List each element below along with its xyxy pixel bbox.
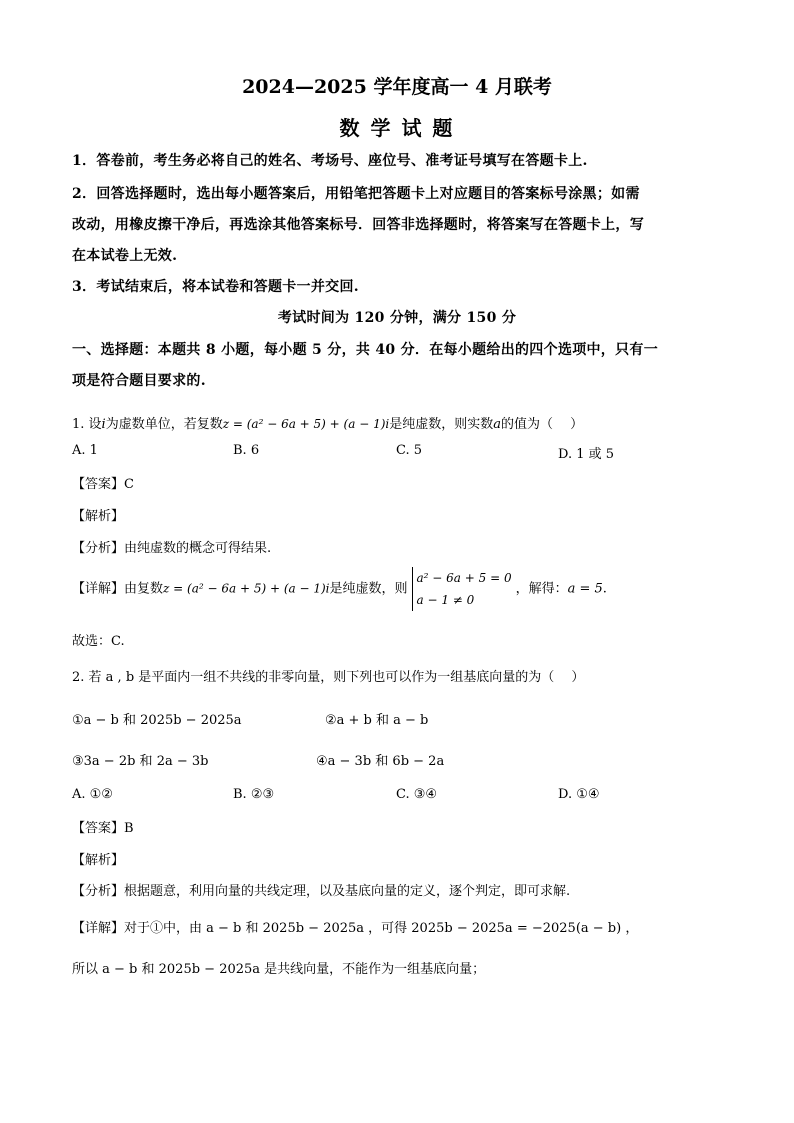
notice-1: 1．答卷前，考生务必将自己的姓名、考场号、座位号、准考证号填写在答题卡上. [72, 153, 588, 169]
notice-2: 2．回答选择题时，选出每小题答案后，用铅笔把答题卡上对应题目的答案标号涂黑；如需 [72, 186, 640, 202]
q2-item-2: ②a + b 和 a − b [325, 713, 429, 728]
q2-item-4: ④a − 3b 和 6b − 2a [316, 754, 445, 769]
section-heading: 一、选择题：本题共 8 小题，每小题 5 分，共 40 分．在每小题给出的四个选项中，只有一 [72, 342, 659, 358]
q1-z-expression: z = (a² − 6a + 5) + (a − 1)i [222, 417, 390, 431]
notice-2-cont: 改动，用橡皮擦干净后，再选涂其他答案标号．回答非选择题时，将答案写在答题卡上，写 [72, 217, 644, 233]
q1-fenxi: 【分析】由纯虚数的概念可得结果. [72, 541, 272, 556]
q2-detail-1: 【详解】对于①中，由 a − b 和 2025b − 2025a ，可得 2025b − 2025a = −2025(a − b) ， [72, 921, 639, 936]
q1-detail: 【详解】由复数z = (a² − 6a + 5) + (a − 1)i是纯虚数，则 a² − 6a + 5 = 0 a − 1 ≠ 0 ，解得：a = 5. [72, 567, 607, 611]
notice-3: 3．考试结束后，将本试卷和答题卡一并交回. [72, 279, 359, 295]
section-heading-cont: 项是符合题目要求的. [72, 373, 206, 389]
q2-fenxi: 【分析】根据题意，利用向量的共线定理，以及基底向量的定义，逐个判定，即可求解. [72, 884, 571, 899]
exam-info: 考试时间为 120 分钟，满分 150 分 [277, 310, 517, 326]
q2-option-d: D. ①④ [558, 787, 600, 802]
q1-option-a: A. 1 [72, 443, 98, 458]
q2-item-3: ③3a − 2b 和 2a − 3b [72, 754, 209, 769]
q1-option-d: D. 1 或 5 [558, 447, 615, 462]
q1-answer: 【答案】C [72, 477, 134, 492]
notice-2-end: 在本试卷上无效. [72, 248, 178, 264]
q1-conclusion: 故选：C. [72, 634, 125, 649]
q1-option-b: B. 6 [233, 443, 260, 458]
page-title: 2024—2025 学年度高一 4 月联考 [242, 76, 552, 98]
q2-option-b: B. ②③ [233, 787, 275, 802]
q2-detail-2: 所以 a − b 和 2025b − 2025a 是共线向量，不能作为一组基底向量； [72, 962, 486, 977]
q2-option-a: A. ①② [72, 787, 113, 802]
q2-option-c: C. ③④ [396, 787, 438, 802]
q1-analysis-label: 【解析】 [72, 509, 125, 524]
q2-stem: 2. 若 a , b 是平面内一组不共线的非零向量，则下列也可以作为一组基底向量的为（ ） [72, 670, 585, 685]
q1-equation-system: a² − 6a + 5 = 0 a − 1 ≠ 0 [412, 567, 512, 611]
q2-item-1: ①a − b 和 2025b − 2025a [72, 713, 242, 728]
page-subtitle: 数 学 试 题 [339, 116, 455, 140]
q1-option-c: C. 5 [396, 443, 423, 458]
q2-analysis-label: 【解析】 [72, 853, 125, 868]
q2-answer: 【答案】B [72, 821, 134, 836]
q1-stem: 1. 设i为虚数单位，若复数z = (a² − 6a + 5) + (a − 1)i是纯虚数，则实数a的值为（ ） [72, 417, 584, 432]
